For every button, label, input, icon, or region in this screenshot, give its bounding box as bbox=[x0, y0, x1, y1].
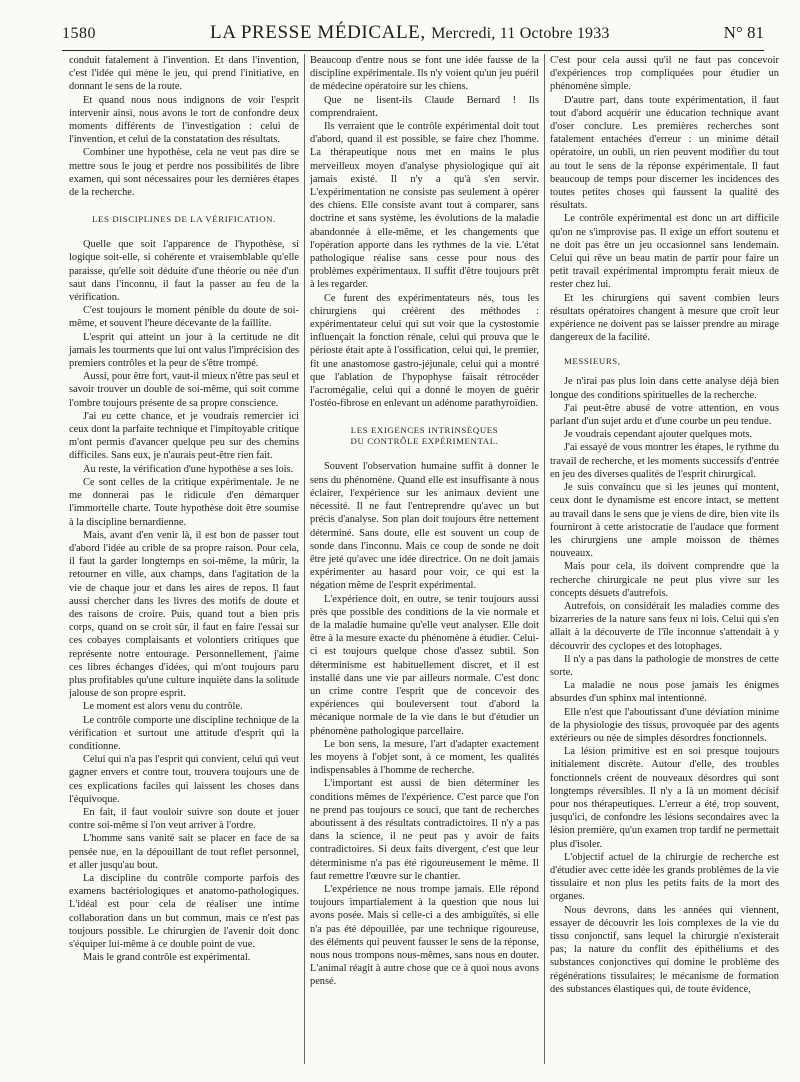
paragraph: Mais le grand contrôle est expérimental. bbox=[83, 952, 251, 964]
paragraph: La discipline du contrôle comporte parfois des examens bactériologiques et anatomo-pathologiques. L'idéal est pour cela de réaliser une intime collaboration dans un but commun, mais ce n'est pas toujours possible. Le chirurgien de l'avenir doit donc s'équiper lui-même à ce double point de vue. bbox=[69, 872, 299, 950]
paragraph: Beaucoup d'entre nous se font une idée fausse de la discipline expérimentale. Ils n'y voient qu'un jeu puéril de médecine opératoire sur les chiens. bbox=[310, 55, 539, 93]
issue-number: N° 81 bbox=[723, 23, 764, 42]
paragraph: Combiner une hypothèse, cela ne veut pas dire se mettre sous le joug et perdre nos possibilités de libre examen, qui sont nécessaires pour les dernières étapes de la recherche. bbox=[69, 147, 299, 199]
paragraph: Souvent l'observation humaine suffit à donner le sens du phénomène. Quand elle est insuffisante à nous éclairer, l'expérience sur les animaux devient une nécessité. Il ne faut l'entreprendre qu'avec un but précis d'analyse. Son plan doit toujours être nettement déterminé. Sans doute, elle est souvent un coup de sonde dans l'inconnu. Mais ce coup de sonde ne doit être jeté qu'avec une idée directrice. On ne doit jamais expérimenter au hasard pour voir, ce qui est la négation même de l'esprit expérimental. bbox=[310, 461, 539, 592]
journal-title: LA PRESSE MÉDICALE, bbox=[210, 22, 426, 43]
page-number: 1580 bbox=[62, 25, 96, 42]
paragraph: J'ai peut-être abusé de votre attention, en vous parlant d'un sujet ardu et d'une courbe un peu tendue. bbox=[550, 402, 779, 428]
paragraph: C'est toujours le moment pénible du doute de soi-même, et souvent l'heure décevante de la faillite. bbox=[69, 305, 299, 330]
paragraph: Le contrôle expérimental est donc un art difficile qu'on ne s'improvise pas. Il exige un effort soutenu et ne doit pas être un jeu occasionnel sans lendemain. Celui qui rêve un beau matin de partir pour faire un petit travail expérimental impromptu ferait mieux de rester chez lui. bbox=[550, 213, 779, 291]
journal-masthead bbox=[210, 22, 610, 44]
paragraph: Aussi, pour être fort, vaut-il mieux n'être pas seul et savoir trouver un double de soi-même, qui soit comme l'ombre toujours présente de sa propre conscience. bbox=[69, 371, 299, 409]
paragraph: Que ne lisent-ils Claude Bernard ! Ils comprendraient. bbox=[310, 94, 539, 119]
paragraph: Le bon sens, la mesure, l'art d'adapter exactement les moyens à l'objet sont, à ce moment, les qualités indispensables à l'homme de recherche. bbox=[310, 738, 539, 777]
paragraph: Nous devrons, dans les années qui viennent, essayer de découvrir les lois complexes de la vie du tissu conjonctif, sans lequel la chirurgie n'existerait pas; la nature du conflit des épithéliums et des substances conjonctives qui domine le problème des régénérations tissulaires; le mécanisme de formation des substances élastiques qui, de toute évidence, bbox=[550, 904, 779, 995]
paragraph: Ils verraient que le contrôle expérimental doit tout d'abord, quand il est possible, se faire chez l'homme. La thérapeutique nous met en mains le plus merveilleux moyen d'analyse physiologique qui ait jamais existé. Il n'y a qu'à s'en servir. L'expérimentation ne consiste pas seulement à opérer des chiens. Elle consiste avant tout à comparer, sans doctrine et sans système, les évolutions de la maladie abandonnée à elle-même, et les changements que l'opération apporte dans les rythmes de la vie. L'état pathologique réalise sans cesse pour nous des problèmes expérimentaux. Il suffit d'être toujours prêt à les regarder. bbox=[310, 121, 539, 291]
section-heading bbox=[310, 425, 539, 447]
paragraph: C'est pour cela aussi qu'il ne faut pas concevoir d'expériences trop compliquées pour étudier un phénomène simple. bbox=[550, 55, 779, 93]
column-2 bbox=[304, 54, 544, 1064]
salutation-heading: MESSIEURS, bbox=[564, 356, 621, 367]
paragraph: conduit fatalement à l'invention. Et dans l'invention, c'est l'idée qui mène le jeu, qui prend l'initiative, en donnant le sens de la route. bbox=[69, 55, 299, 93]
paragraph: Il n'y a pas dans la pathologie de monstres de cette sorte. bbox=[550, 653, 779, 678]
paragraph: L'objectif actuel de la chirurgie de recherche est d'étudier avec cette idée les grands problèmes de la vie tissulaire et non plus les petits faits de la mort des organes. bbox=[550, 851, 779, 903]
paragraph: Je n'irai pas plus loin dans cette analyse déjà bien longue des conditions spirituelles de la recherche. bbox=[550, 376, 779, 401]
paragraph: En fait, il faut vouloir suivre son doute et jouer contre soi-même si l'on veut arriver à l'ordre. bbox=[69, 806, 299, 832]
paragraph: Et les chirurgiens qui savent combien leurs résultats opératoires changent à mesure que croît leur expérience ne doivent pas se laisser prendre au mirage dangereux de la facilité. bbox=[550, 292, 779, 344]
paragraph: L'esprit qui atteint un jour à la certitude ne dit jamais les tourments que lui ont valus l'imprécision des premiers contrôles et la peur de s'être trompé. bbox=[69, 331, 299, 370]
page-header bbox=[62, 22, 764, 48]
paragraph: Celui qui n'a pas l'esprit qui convient, celui qui veut gagner envers et contre tout, trouvera toujours une de ces explications faciles qui laissent les choses dans l'équivoque. bbox=[69, 754, 299, 805]
paragraph: La maladie ne nous pose jamais les énigmes absurdes d'un sphinx mal intentionné. bbox=[550, 680, 779, 705]
paragraph: Le contrôle comporte une discipline technique de la vérification et surtout une attitude d'esprit qui la conditionne. bbox=[69, 714, 299, 752]
header-rule bbox=[62, 50, 764, 51]
paragraph: J'ai essayé de vous montrer les étapes, le rythme du travail de recherche, et les moments successifs d'entrée en jeu des diverses qualités de l'esprit chirurgical. bbox=[550, 442, 779, 480]
section-heading-line: DU CONTRÔLE EXPÉRIMENTAL. bbox=[350, 436, 499, 447]
paragraph: Au reste, la vérification d'une hypothèse a ses lois. bbox=[83, 463, 294, 475]
paragraph: Autrefois, on considérait les maladies comme des bizarreries de la nature sans feux ni lois. Celui qui s'en allait à la découverte de l'île inconnue s'attendait à y découvrir des cyclopes et des lotophages. bbox=[550, 600, 779, 652]
paragraph: Je suis convaincu que si les jeunes qui montent, ceux dont le dynamisme est encore intact, se mettent au travail dans le sens que je viens de dire, bien vite ils fourniront à cette aristocratie de l'audace que forment les chirurgiens une ample moisson de thèmes nouveaux. bbox=[550, 482, 779, 560]
section-heading-line: LES EXIGENCES INTRINSÈQUES bbox=[350, 425, 499, 436]
paragraph: L'important est aussi de bien déterminer les conditions mêmes de l'expérience. C'est parce que l'on ne prend pas toujours ce souci, que tant de recherches aboutissent à des résultats contradictoires. Il n'y a pas dans la science, il ne peut pas y avoir de faits contradictoires. Si deux faits divergent, c'est que leur déterminisme n'a pas été rigoureusement le même. Il faut remettre l'œuvre sur le chantier. bbox=[310, 778, 539, 882]
paragraph: Je voudrais cependant ajouter quelques mots. bbox=[564, 429, 753, 441]
paragraph: Mais, avant d'en venir là, il est bon de passer tout d'abord l'idée au crible de sa propre raison. Pour cela, il faut la garder longtemps en soi-même, la mûrir, la retourner en ville, aux champs, dans l'agitation de la vie de chaque jour et dans les aires de repos. Il faut aussi chercher dans les livres des motifs de doute et des raisons de croire. Puis, quand tout a bien pris corps, quand on se croit sûr, il faut en faire l'essai sur ces cobayes complaisants et volontiers critiques que représente notre entourage. Personnellement, j'aime ces libres échanges d'idées, qui m'ont toujours paru plus profitables qu'une culture inquiète dans la solitude jalouse de son propre esprit. bbox=[69, 529, 299, 700]
column-1 bbox=[64, 54, 304, 1064]
paragraph: Le moment est alors venu du contrôle. bbox=[83, 701, 243, 713]
paragraph: Mais pour cela, ils doivent comprendre que la recherche chirurgicale ne peut plus vivre sur les concepts désuets d'autrefois. bbox=[550, 561, 779, 599]
paragraph: Ce furent des expérimentateurs nés, tous les chirurgiens qui créèrent des méthodes : expérimentateur celui qui sut voir que la cystostomie influençait la fonction rénale, celui qui prouva que le périoste était apte à l'ossification, celui qui, le premier, fit une anastomose gastro-jéjunale, celui qui a montré que l'ablation de l'hypophyse faisait rétrocéder l'acromégalie, celui qui a donné le moyen de guérir l'ostéo-fibrose en enlevant un adénome parathyroïdien. bbox=[310, 292, 539, 410]
paragraph: Ce sont celles de la critique expérimentale. Je ne me donnerai pas le ridicule d'en démarquer l'immortelle charte. Toute hypothèse doit être soumise à la discipline bernardienne. bbox=[69, 476, 299, 528]
article-columns bbox=[64, 54, 784, 1064]
issue-date: Mercredi, 11 Octobre 1933 bbox=[431, 25, 610, 42]
paragraph: L'expérience ne nous trompe jamais. Elle répond toujours impartialement à la question que nous lui avons posée. Mais si celle-ci a des ambiguïtés, si elle n'a pas été dépouillée, par une technique rigoureuse, des éléments qui peuvent fausser le sens de la réponse, nous nous trompons nous-mêmes, sans nous en douter. L'animal réagit à autre chose que ce à quoi nous avons pensé. bbox=[310, 883, 539, 988]
paragraph: La lésion primitive est en soi presque toujours initialement discrète. Autour d'elle, des troubles fonctionnels créent de nouveaux désordres qui sont longtemps réversibles. Il n'y a là un moment décisif pour nos thérapeutiques. L'erreur a été, trop souvent, jusqu'ici, de confondre les lésions secondaires avec la lésion première, qu'un examen trop tardif ne permettait plus d'isoler. bbox=[550, 746, 779, 850]
paragraph: Et quand nous nous indignons de voir l'esprit intervenir ainsi, nous avons le tort de confondre deux moments différents de l'investigation : celui de l'invention, et celui de la constatation des résultats. bbox=[69, 94, 299, 146]
paragraph: L'homme sans vanité sait se placer en face de sa pensée nue, en la dépouillant de tout reflet personnel, et aller jusqu'au bout. bbox=[69, 833, 299, 871]
paragraph: D'autre part, dans toute expérimentation, il faut tout d'abord acquérir une éducation technique avant d'oser conclure. Les premières recherches sont fatalement entachées d'erreur : un minime détail opératoire, un oubli, un rien peuvent modifier du tout au tout le sens de la réponse expérimentale. Il faut beaucoup de temps pour discerner les incidences des toutes petites choses qui faussent la qualité des résultats. bbox=[550, 94, 779, 212]
column-3 bbox=[544, 54, 784, 1064]
paragraph: L'expérience doit, en outre, se tenir toujours aussi près que possible des conditions de la vie normale et de la maladie humaine qu'elle veut analyser. Elle doit être à la mesure exacte du phénomène à étudier. Celui-ci est toujours quelque chose d'assez subtil. Son déterminisme est habituellement discret, et il est installé dans une vie par ailleurs normale. C'est donc un crime contre l'esprit que de concevoir des expériences qui bouleversent tout d'abord la mécanique normale de la vie dans le but d'étudier un phénomène pathologique parcellaire. bbox=[310, 593, 539, 737]
section-heading: LES DISCIPLINES DE LA VÉRIFICATION. bbox=[92, 214, 276, 225]
paragraph: Elle n'est que l'aboutissant d'une déviation minime de la physiologie des tissus, provoquée par des agents extérieurs ou née de simples désordres fonctionnels. bbox=[550, 706, 779, 744]
paragraph: Quelle que soit l'apparence de l'hypothèse, si logique soit-elle, si cohérente et vraisemblable qu'elle paraisse, qu'elle soit déduite d'une théorie ou née d'un saut dans l'inconnu, il faut la passer au feu de la vérification. bbox=[69, 239, 299, 304]
paragraph: J'ai eu cette chance, et je voudrais remercier ici ceux dont la parfaite technique et l'impitoyable critique m'ont permis d'avancer quelque peu sur des chemins difficiles. Sans eux, je n'aurais peut-être rien fait. bbox=[69, 410, 299, 462]
